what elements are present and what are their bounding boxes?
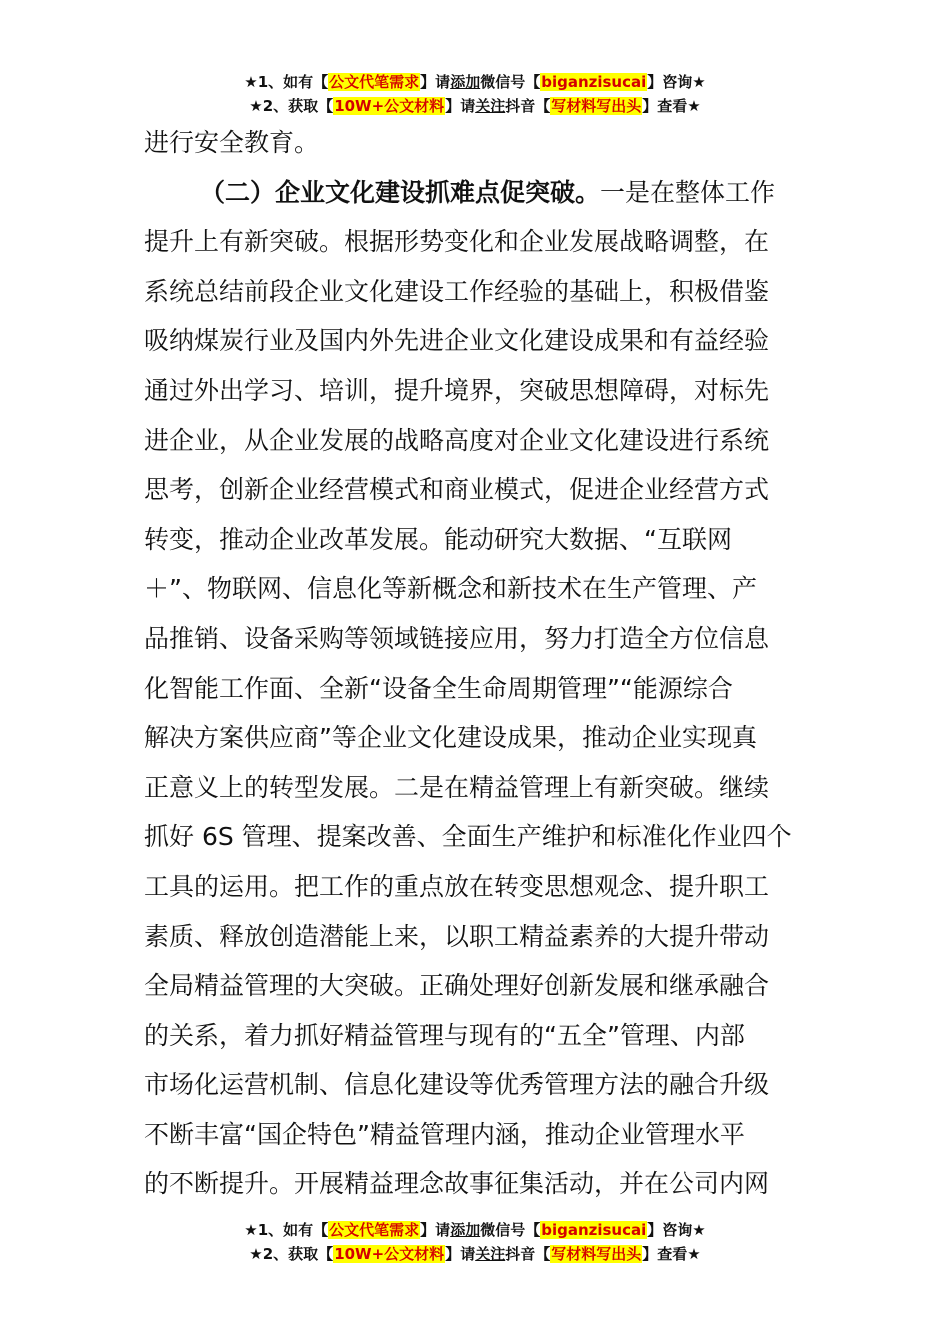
body-line: 抓好 6S 管理、提案改善、全面生产维护和标准化作业四个 (144, 822, 792, 852)
section-heading: （二）企业文化建设抓难点促突破。 (200, 177, 601, 207)
body-line: 进行安全教育。 (144, 128, 320, 157)
promo-highlight: 公文代笔需求 (329, 73, 420, 91)
promo-highlight: 10W+公文材料 (334, 97, 445, 115)
body-line: 品推销、设备采购等领域链接应用，努力打造全方位信息 (144, 623, 770, 653)
promo-highlight: 写材料写出头 (551, 1245, 642, 1263)
body-line: （二）企业文化建设抓难点促突破。一是在整体工作 (200, 177, 776, 207)
body-line: 思考，创新企业经营模式和商业模式，促进企业经营方式 (144, 475, 770, 505)
body-line: 进企业，从企业发展的战略高度对企业文化建设进行系统 (144, 425, 770, 455)
promo-highlight: 写材料写出头 (551, 97, 642, 115)
body-line: 转变，推动企业改革发展。能动研究大数据、“互联网 (144, 524, 732, 554)
footer-promo-banner (0, 1218, 950, 1266)
body-line: 解决方案供应商”等企业文化建设成果，推动企业实现真 (144, 723, 757, 753)
body-line: 的不断提升。开展精益理念故事征集活动，并在公司内网 (144, 1169, 770, 1199)
body-line: ＋”、物联网、信息化等新概念和新技术在生产管理、产 (144, 574, 757, 604)
body-line: 正意义上的转型发展。二是在精益管理上有新突破。继续 (144, 772, 770, 802)
promo-highlight: 公文代笔需求 (329, 1221, 420, 1239)
body-line: 全局精益管理的大突破。正确处理好创新发展和继承融合 (144, 971, 770, 1001)
body-line: 系统总结前段企业文化建设工作经验的基础上，积极借鉴 (144, 276, 770, 306)
body-line: 吸纳煤炭行业及国内外先进企业文化建设成果和有益经验 (144, 326, 770, 356)
body-line: 通过外出学习、培训，提升境界，突破思想障碍，对标先 (144, 375, 770, 405)
header-promo-banner (0, 70, 950, 118)
body-line: 工具的运用。把工作的重点放在转变思想观念、提升职工 (144, 871, 770, 901)
body-line: 化智能工作面、全新“设备全生命周期管理”“能源综合 (144, 673, 733, 703)
promo-highlight: biganzisucai (541, 73, 647, 91)
body-line: 市场化运营机制、信息化建设等优秀管理方法的融合升级 (144, 1070, 770, 1100)
document-body (144, 118, 806, 1209)
body-line: 素质、释放创造潜能上来，以职工精益素养的大提升带动 (144, 921, 770, 951)
promo-line-1: ★1、如有【公文代笔需求】请添加微信号【biganzisucai】咨询★ (244, 73, 706, 91)
promo-highlight: biganzisucai (541, 1221, 647, 1239)
promo-highlight: 10W+公文材料 (334, 1245, 445, 1263)
promo-line-1: ★1、如有【公文代笔需求】请添加微信号【biganzisucai】咨询★ (244, 1221, 706, 1239)
promo-line-2: ★2、获取【10W+公文材料】请关注抖音【写材料写出头】查看★ (249, 97, 701, 115)
body-line: 的关系，着力抓好精益管理与现有的“五全”管理、内部 (144, 1020, 745, 1050)
body-line: 提升上有新突破。根据形势变化和企业发展战略调整，在 (144, 227, 770, 257)
body-line: 不断丰富“国企特色”精益管理内涵，推动企业管理水平 (144, 1119, 745, 1149)
promo-line-2: ★2、获取【10W+公文材料】请关注抖音【写材料写出头】查看★ (249, 1245, 701, 1263)
